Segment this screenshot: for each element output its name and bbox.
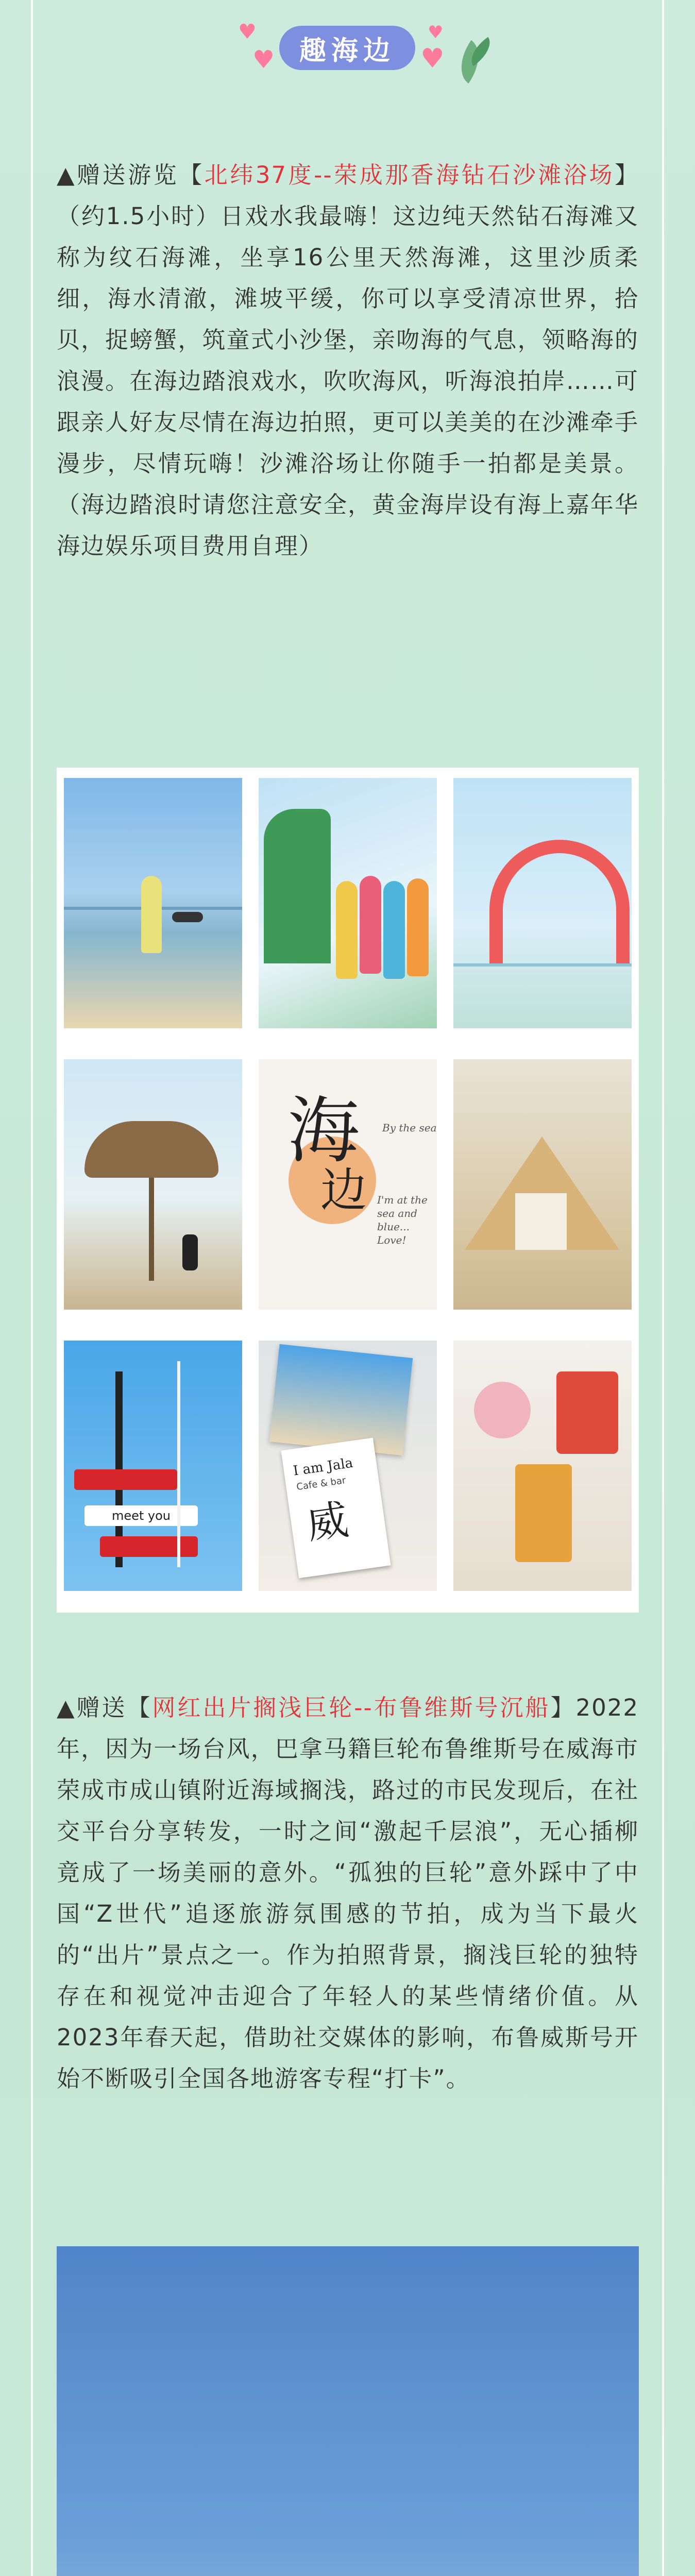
surfboard-shape: [360, 876, 381, 974]
cafe-logo-character: 威: [303, 1495, 351, 1549]
photo-straw-umbrella: [64, 1059, 242, 1310]
photo-red-arch: [453, 778, 632, 1028]
photo-grid: [57, 768, 639, 1613]
heart-icon: ♥: [420, 43, 445, 74]
photo-cafe-card: [259, 1341, 437, 1591]
section-title-badge: 趣海边: [279, 26, 415, 70]
heart-icon: ♥: [428, 22, 444, 43]
beach-description: [57, 155, 639, 567]
para-body: 】（约1.5小时）日戏水我最嗨！这边纯天然钻石海滩又称为纹石海滩，坐享16公里天然海滩，这里沙质柔细，海水清澈，滩坡平缓，你可以享受清凉世界，拾贝，捉螃蟹，筑童式小沙堡，亲吻海的气息，领略海的浪漫。在海边踏浪戏水，吹吹海风，听海浪拍岸……可跟亲人好友尽情在海边拍照，更可以美美的在沙滩牵手漫步，尽情玩嗨！沙滩浴场让你随手一拍都是美景。（海边踏浪时请您注意安全，黄金海岸设有海上嘉年华海边娱乐项目费用自理）: [57, 161, 639, 560]
sign-board: [74, 1469, 177, 1490]
photo-shipwreck: [57, 2246, 639, 2576]
umbrella-pole: [149, 1178, 154, 1281]
script-line: blue...: [377, 1221, 410, 1233]
photo-signpost: [64, 1341, 242, 1591]
flower-shape: [474, 1382, 531, 1438]
cafe-subtitle: Cafe & bar: [296, 1475, 347, 1493]
chair-shape: [556, 1371, 618, 1454]
frame-left-line: [31, 0, 33, 2576]
beach-name-highlight: 北纬37度--荣成那香海钻石沙滩浴场: [204, 161, 615, 189]
frame-right-line: [662, 0, 664, 2576]
photo-triangle-tent: [453, 1059, 632, 1310]
bian-character: 边: [320, 1163, 367, 1217]
tent-opening: [515, 1193, 567, 1250]
para-body: 】2022年，因为一场台风，巴拿马籍巨轮布鲁维斯号在威海市荣成市成山镇附近海域搁浅，路过的市民发现后，在社交平台分享转发，一时之间“激起千层浪”，无心插柳竟成了一场美丽的意外。“孤独的巨轮”意外踩中了中国“Z世代”追逐旅游氛围感的节拍，成为当下最火的“出片”景点之一。作为拍照背景，搁浅巨轮的独特存在和视觉冲击迎合了年轻人的某些情绪价值。从2023年春天起，借助社交媒体的影响，布鲁威斯号开始不断吸引全国各地游客专程“打卡”。: [57, 1694, 639, 2092]
sign-board: [100, 1536, 198, 1557]
photo-surfboards: [259, 778, 437, 1028]
cafe-title: I am Jala: [292, 1455, 354, 1479]
script-line: By the sea: [382, 1122, 437, 1134]
para-prefix: ▲赠送游览【: [57, 161, 205, 189]
script-line: Love!: [377, 1234, 406, 1246]
photo-beach-girl: [64, 778, 242, 1028]
person-figure: [182, 1234, 198, 1270]
umbrella-shape: [84, 1121, 218, 1178]
arch-shape: [489, 840, 630, 967]
photo-cafe-drinks: [453, 1341, 632, 1591]
sign-meet-you: meet you: [84, 1505, 198, 1526]
drink-cup: [515, 1464, 572, 1562]
polaroid-photo: [269, 1344, 413, 1455]
wind-turbine: [177, 1361, 180, 1567]
person-figure: [141, 876, 162, 953]
boat-shape: [172, 912, 203, 922]
shipwreck-description: [57, 1687, 639, 2099]
para-prefix: ▲赠送【: [57, 1694, 152, 1721]
cafe-card: [281, 1438, 391, 1579]
palm-shape: [264, 809, 331, 963]
shipwreck-name-highlight: 网红出片搁浅巨轮--布鲁维斯号沉船: [152, 1694, 551, 1721]
header: [0, 10, 695, 88]
heart-icon: ♥: [238, 20, 257, 44]
heart-icon: ♥: [252, 45, 275, 74]
surfboard-shape: [383, 881, 405, 979]
surfboard-shape: [336, 881, 358, 979]
script-line: I'm at the: [377, 1194, 428, 1206]
hai-character: 海: [287, 1089, 360, 1173]
photo-haibian-poster: [259, 1059, 437, 1310]
surfboard-shape: [407, 878, 429, 976]
script-line: sea and: [377, 1207, 417, 1219]
